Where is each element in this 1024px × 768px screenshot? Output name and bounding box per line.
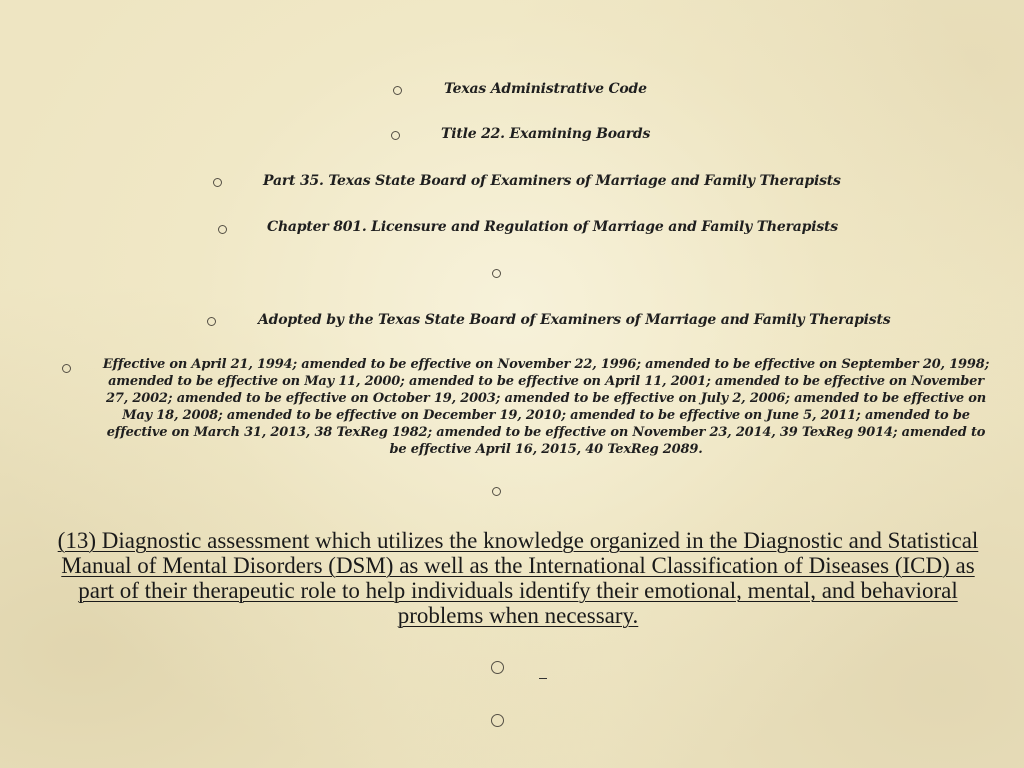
part-line: Part 35. Texas State Board of Examiners of Marriage and Family Therapists bbox=[263, 173, 841, 189]
bullet-circle-icon bbox=[391, 131, 400, 140]
bullet-circle-icon bbox=[62, 364, 71, 373]
bullet-circle-icon bbox=[492, 269, 501, 278]
bullet-circle-icon bbox=[491, 661, 504, 674]
bullet-circle-icon bbox=[393, 86, 402, 95]
diagnostic-assessment-text: (13) Diagnostic assessment which utilizes the knowledge organized in the Diagnostic and Statistical Manual of Mental Disorders (DSM) as well as the International Classification of Diseases (ICD) as part of their therapeutic role to help individuals identify their emotional, mental, and behavioral problems when necessary. bbox=[57, 528, 979, 628]
dash-mark bbox=[539, 678, 547, 679]
bullet-circle-icon bbox=[492, 487, 501, 496]
bullet-circle-icon bbox=[218, 225, 227, 234]
code-title: Texas Administrative Code bbox=[444, 81, 647, 97]
bullet-circle-icon bbox=[491, 714, 504, 727]
chapter-line: Chapter 801. Licensure and Regulation of Marriage and Family Therapists bbox=[267, 219, 838, 235]
bullet-circle-icon bbox=[213, 178, 222, 187]
adopted-line: Adopted by the Texas State Board of Examiners of Marriage and Family Therapists bbox=[258, 312, 891, 328]
title-line: Title 22. Examining Boards bbox=[441, 126, 651, 142]
bullet-circle-icon bbox=[207, 317, 216, 326]
effective-paragraph: Effective on April 21, 1994; amended to be effective on November 22, 1996; amended to be effective on September 20, 1998; amended to be effective on May 11, 2000; amended to be effective on April 11, 2001; amended to be effective on November 27, 2002; amended to be effective on October 19, 2003; amended to be effective on July 2, 2006; amended to be effective on May 18, 2008; amended to be effective on December 19, 2010; amended to be effective on June 5, 2011; amended to be effective on March 31, 2013, 38 TexReg 1982; amended to be effective on November 23, 2014, 39 TexReg 9014; amended to be effective April 16, 2015, 40 TexReg 2089. bbox=[102, 357, 990, 457]
